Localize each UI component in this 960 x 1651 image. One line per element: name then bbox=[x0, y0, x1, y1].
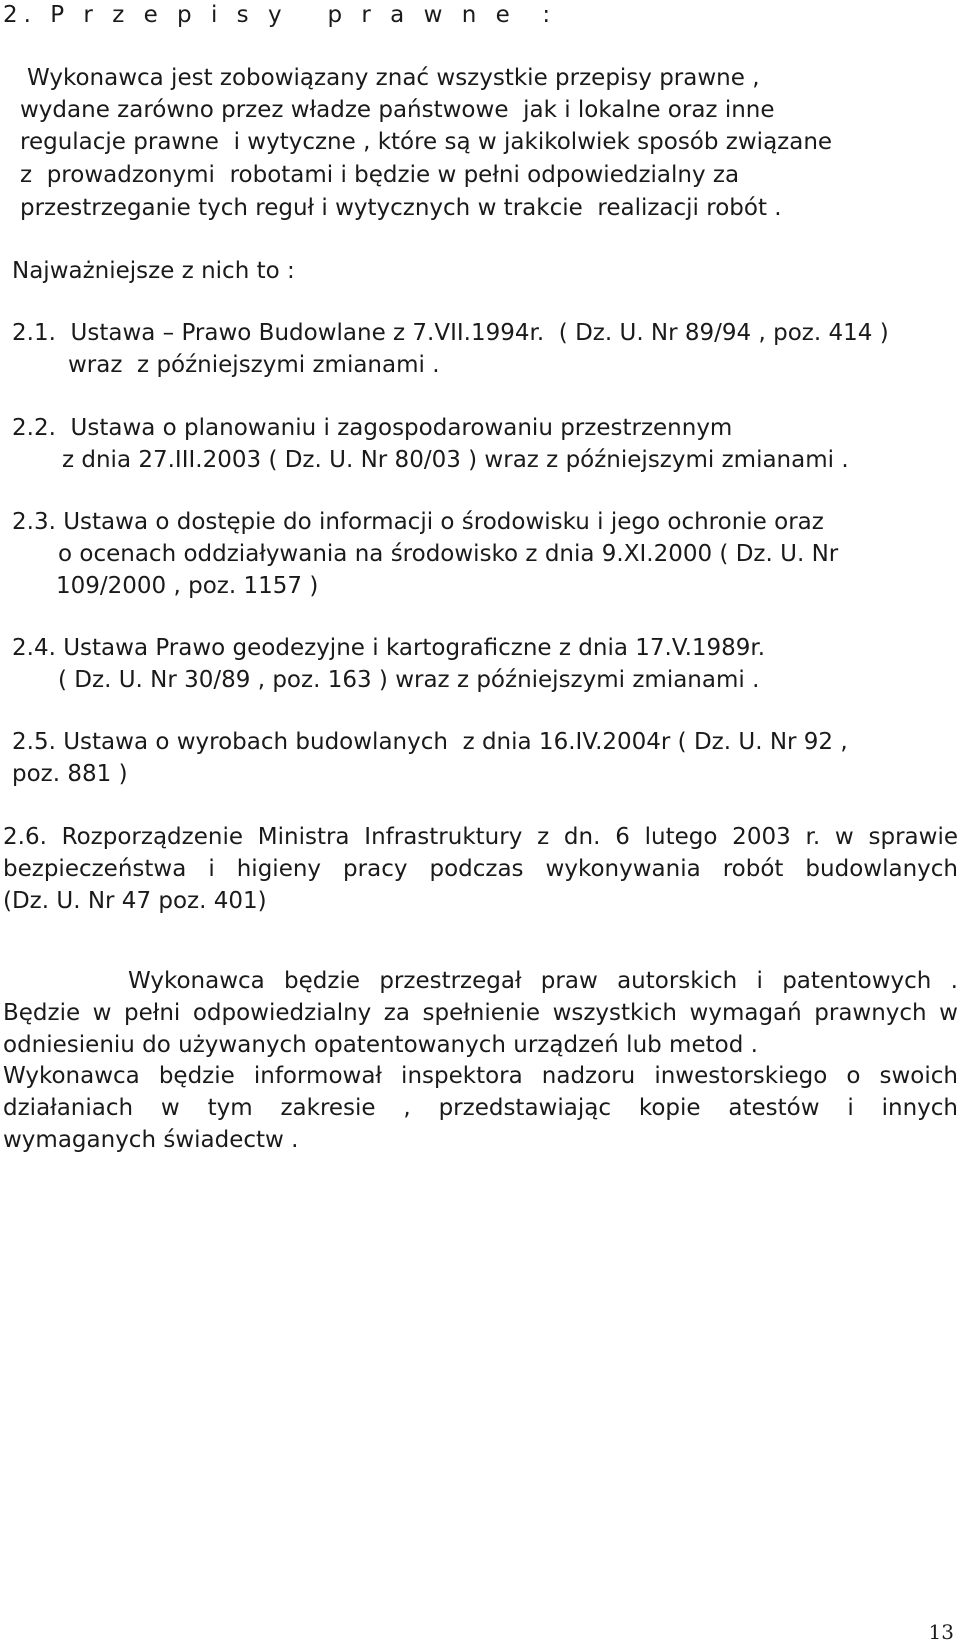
legal-item-line: (Dz. U. Nr 47 poz. 401) bbox=[3, 888, 267, 914]
legal-item-line: 2.2. Ustawa o planowaniu i zagospodarowaniu przestrzennym bbox=[12, 415, 733, 441]
legal-item-line: 2.6. Rozporządzenie Ministra Infrastruktury z dn. 6 lutego 2003 r. w sprawie bbox=[3, 824, 958, 850]
legal-item-line: 2.1. Ustawa – Prawo Budowlane z 7.VII.1994r. ( Dz. U. Nr 89/94 , poz. 414 ) bbox=[12, 320, 889, 346]
legal-item-line: ( Dz. U. Nr 30/89 , poz. 163 ) wraz z późniejszymi zmianami . bbox=[58, 667, 760, 693]
most-important-label: Najważniejsze z nich to : bbox=[12, 258, 295, 284]
legal-item-line: 2.5. Ustawa o wyrobach budowlanych z dnia 16.IV.2004r ( Dz. U. Nr 92 , bbox=[12, 729, 848, 755]
intro-line: z prowadzonymi robotami i będzie w pełni odpowiedzialny za bbox=[20, 162, 740, 188]
legal-item-line: 2.4. Ustawa Prawo geodezyjne i kartograficzne z dnia 17.V.1989r. bbox=[12, 635, 766, 661]
intro-line: przestrzeganie tych reguł i wytycznych w trakcie realizacji robót . bbox=[20, 195, 782, 221]
closing-line: działaniach w tym zakresie , przedstawiając kopie atestów i innych bbox=[3, 1095, 958, 1121]
page-number: 13 bbox=[928, 1620, 954, 1644]
legal-item-line: wraz z późniejszymi zmianami . bbox=[68, 352, 440, 378]
closing-line: Wykonawca będzie przestrzegał praw autorskich i patentowych . bbox=[128, 968, 958, 994]
closing-line: Będzie w pełni odpowiedzialny za spełnienie wszystkich wymagań prawnych w bbox=[3, 1000, 958, 1026]
section-heading: 2. P r z e p i s y p r a w n e : bbox=[3, 2, 557, 28]
legal-item-line: 109/2000 , poz. 1157 ) bbox=[56, 573, 319, 599]
closing-line: Wykonawca będzie informował inspektora nadzoru inwestorskiego o swoich bbox=[3, 1063, 958, 1089]
legal-item-line: o ocenach oddziaływania na środowisko z dnia 9.XI.2000 ( Dz. U. Nr bbox=[58, 541, 839, 567]
intro-line: Wykonawca jest zobowiązany znać wszystkie przepisy prawne , bbox=[27, 65, 760, 91]
legal-item-line: poz. 881 ) bbox=[12, 761, 128, 787]
closing-line: wymaganych świadectw . bbox=[3, 1127, 299, 1153]
intro-line: wydane zarówno przez władze państwowe jak i lokalne oraz inne bbox=[20, 97, 775, 123]
legal-item-line: 2.3. Ustawa o dostępie do informacji o środowisku i jego ochronie oraz bbox=[12, 509, 824, 535]
legal-item-line: z dnia 27.III.2003 ( Dz. U. Nr 80/03 ) wraz z późniejszymi zmianami . bbox=[62, 447, 849, 473]
intro-line: regulacje prawne i wytyczne , które są w jakikolwiek sposób związane bbox=[20, 129, 833, 155]
closing-line: odniesieniu do używanych opatentowanych urządzeń lub metod . bbox=[3, 1032, 758, 1058]
legal-item-line: bezpieczeństwa i higieny pracy podczas wykonywania robót budowlanych bbox=[3, 856, 958, 882]
